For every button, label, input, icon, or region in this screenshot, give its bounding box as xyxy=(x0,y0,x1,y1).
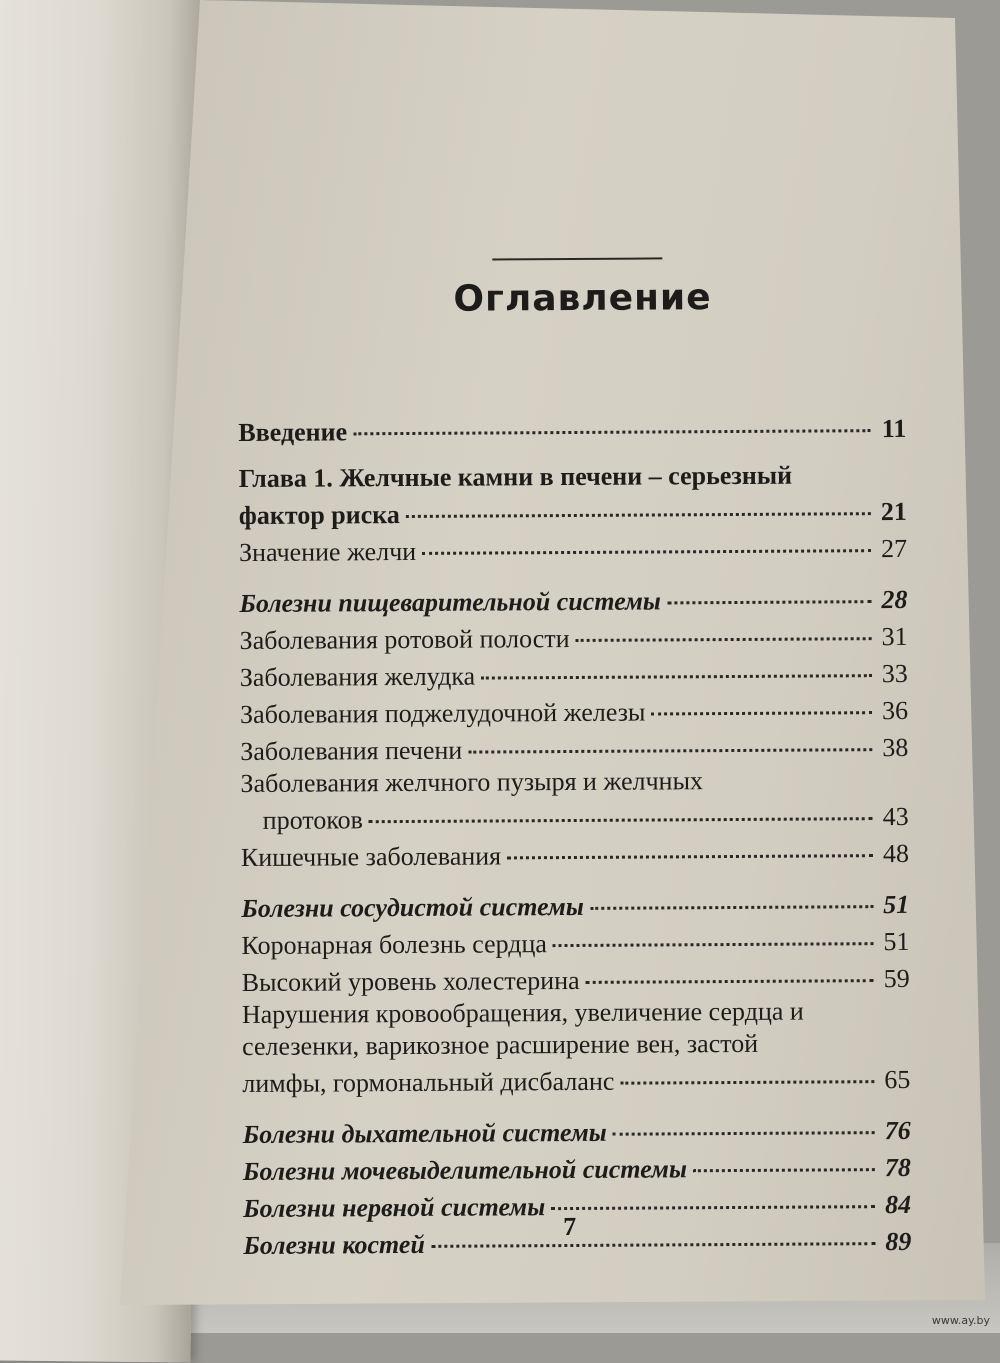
dot-leader xyxy=(667,574,872,604)
dot-leader xyxy=(620,1054,874,1085)
toc-entry-title: Заболевания желчного пузыря и желчных xyxy=(240,766,704,799)
dot-leader xyxy=(481,648,872,679)
toc-entry-page: 43 xyxy=(882,801,909,832)
toc-entry xyxy=(241,833,909,874)
toc-entry-title-cont: фактор риска xyxy=(238,500,400,531)
watermark: www.ay.by xyxy=(931,1314,990,1327)
page-content xyxy=(116,0,994,1308)
toc-entry xyxy=(239,459,907,532)
dot-leader xyxy=(585,953,873,984)
toc-entry xyxy=(240,764,908,837)
toc-entry-page: 38 xyxy=(882,732,909,763)
toc-entry-title: Нарушения кровообращения, увеличение сердца и xyxy=(241,996,804,1030)
dot-leader xyxy=(613,1105,875,1136)
dot-leader xyxy=(551,1179,875,1210)
toc-entry-title: Заболевания ротовой полости xyxy=(239,624,570,656)
toc-entry-title: Болезни сосудистой системы xyxy=(241,891,584,924)
toc-entry-page: 51 xyxy=(883,889,910,920)
toc-entry-title: Введение xyxy=(238,417,348,448)
toc-entry-title: Высокий уровень холестерина xyxy=(241,965,580,998)
dot-leader xyxy=(553,916,874,947)
toc-entry-page: 28 xyxy=(881,584,908,615)
toc-entry-title-cont: протоков xyxy=(262,805,364,835)
toc-entry-title: Болезни костей xyxy=(243,1229,425,1261)
toc-entry-title: Болезни пищеварительной системы xyxy=(239,586,662,619)
toc-entry-page: 31 xyxy=(881,621,908,652)
toc-entry-page: 89 xyxy=(885,1226,912,1257)
toc-entry-title: Болезни нервной системы xyxy=(243,1192,546,1224)
toc-entry-page: 48 xyxy=(882,838,910,869)
toc-entry-title: Коронарная болезнь сердца xyxy=(241,929,547,961)
toc-entry-page: 33 xyxy=(881,658,908,689)
heading-rule xyxy=(492,257,662,260)
toc-entry-page: 27 xyxy=(880,533,908,564)
toc-entry-title-cont: селезенки, варикозное расширение вен, застой xyxy=(242,1028,759,1062)
toc-entry xyxy=(238,408,906,449)
toc-entry-title: Болезни дыхательной системы xyxy=(242,1117,607,1150)
toc-entry-title: Заболевания желудка xyxy=(239,661,476,693)
dot-leader xyxy=(590,879,874,910)
dot-leader xyxy=(422,523,871,555)
toc-entry-title: Кишечные заболевания xyxy=(240,841,502,873)
dot-leader xyxy=(431,1216,876,1248)
toc-entry xyxy=(242,958,910,999)
page-title: Оглавление xyxy=(453,277,712,320)
dot-leader xyxy=(369,791,873,823)
toc-section xyxy=(243,1221,911,1262)
toc-entry-title: Болезни мочевыделительной системы xyxy=(242,1154,688,1187)
dot-leader xyxy=(693,1142,875,1172)
toc-entry-page: 65 xyxy=(884,1064,911,1095)
dot-leader xyxy=(468,722,872,753)
toc-entry-page: 51 xyxy=(883,926,910,957)
toc-entry xyxy=(242,995,911,1100)
table-of-contents xyxy=(238,408,911,1262)
dot-leader xyxy=(507,828,873,859)
dot-leader xyxy=(651,685,872,715)
toc-entry-page: 78 xyxy=(884,1152,911,1183)
toc-entry-page: 59 xyxy=(883,963,910,994)
toc-entry xyxy=(239,528,907,569)
toc-entry-page: 11 xyxy=(881,413,907,444)
toc-entry-title: Глава 1. Желчные камни в печени – серьезный xyxy=(238,460,793,494)
toc-entry-page: 84 xyxy=(884,1189,912,1220)
toc-entry-title: Заболевания поджелудочной железы xyxy=(239,697,646,730)
toc-entry-page: 36 xyxy=(881,695,909,726)
dot-leader xyxy=(353,403,870,435)
toc-entry-title: Значение желчи xyxy=(239,536,417,568)
page-number: 7 xyxy=(563,1211,577,1242)
toc-entry-page: 76 xyxy=(884,1115,911,1146)
toc-entry xyxy=(240,727,908,768)
dot-leader xyxy=(575,611,871,642)
toc-entry-title: Заболевания печени xyxy=(240,735,463,767)
dot-leader xyxy=(406,486,871,518)
toc-entry-page: 21 xyxy=(880,496,907,527)
toc-entry-title-cont: лимфы, гормональный дисбаланс xyxy=(242,1066,615,1099)
